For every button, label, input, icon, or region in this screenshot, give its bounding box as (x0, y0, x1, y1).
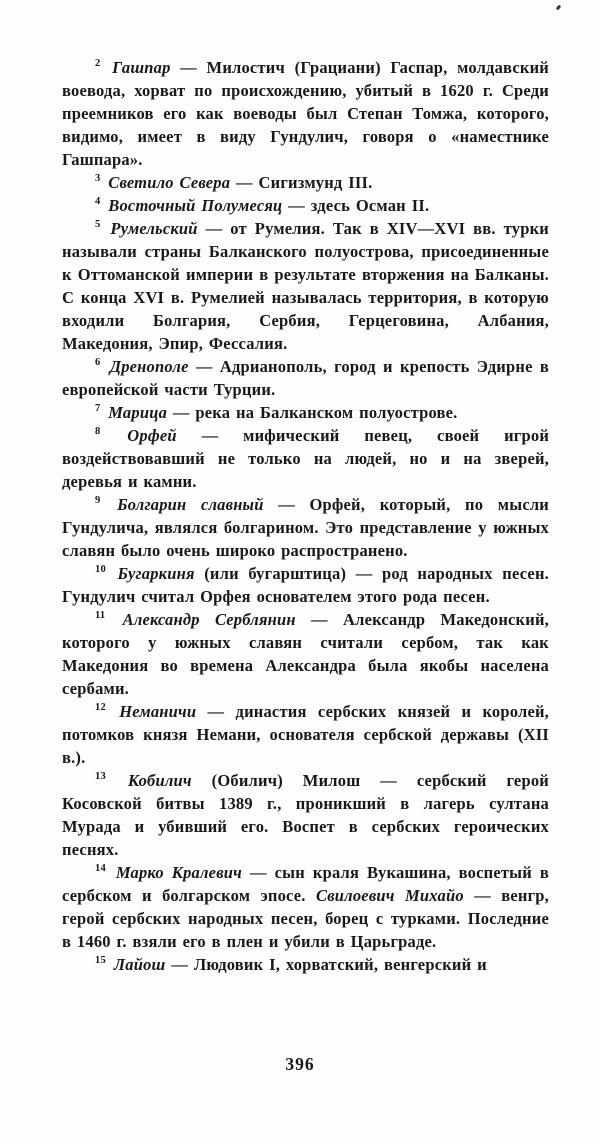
scan-artifact-speck (556, 5, 562, 11)
note-number: 6 (95, 356, 101, 368)
note-item (62, 861, 549, 953)
note-text: — река на Балканском полуострове. (172, 403, 458, 422)
note-text: — Людовик I, хорватский, венгерский и (171, 955, 487, 974)
note-term: Румельский (110, 219, 198, 238)
note-item (62, 401, 549, 424)
note-text: — мифический певец, своей игрой воздействовавший не только на людей, но и на зверей, деревья и камни. (62, 426, 550, 491)
note-number: 2 (95, 57, 101, 69)
note-text: — Сигизмунд III. (235, 173, 373, 192)
note-text: — венгр, герой сербских народных песен, борец с турками. Последние в 1460 г. взяли его в плен и убили в Царьграде. (62, 886, 550, 951)
note-text: (или бугарштица) — род народных песен. Гундулич считал Орфея основателем этого рода песен. (62, 564, 549, 606)
note-term: Восточный Полумесяц (108, 196, 283, 215)
note-number: 11 (95, 609, 106, 621)
note-item (62, 562, 549, 608)
note-item (62, 953, 549, 976)
note-text: — Милостич (Грациани) Гаспар, молдавский воевода, хорват по происхождению, убитый в 1620 г. Среди преемников его как воеводы был Степан Томжа, которого, видимо, имеет в виду Гундулич, говоря о «наместнике Гашпара». (62, 58, 550, 169)
note-text: — Орфей, который, по мысли Гундулича, являлся болгарином. Это представление у южных славян было очень широко распространено. (62, 495, 550, 560)
note-number: 13 (95, 770, 106, 782)
note-number: 10 (95, 563, 106, 575)
note-text: — от Румелия. Так в XIV—XVI вв. турки называли страны Балканского полуострова, присоединенные к Оттоманской империи в результате вторжения на Балканы. С конца XVI в. Румелией называлась территория, в которую входили Болгария, Сербия, Герцеговина, Албания, Македония, Эпир, Фессалия. (62, 219, 550, 353)
note-item (62, 194, 549, 217)
note-item (62, 700, 549, 769)
note-term: Марица (108, 403, 168, 422)
note-text: (Обилич) Милош — сербский герой Косовской битвы 1389 г., проникший в лагерь султана Мурада и убивший его. Воспет в сербских героических песнях. (62, 771, 549, 859)
note-term: Бугаркиня (117, 564, 195, 583)
note-term: Кобилич (127, 771, 192, 790)
notes-list (62, 56, 549, 976)
note-number: 14 (95, 862, 106, 874)
note-term: Марко Кралевич (115, 863, 243, 882)
note-item (62, 217, 549, 355)
note-text: — династия сербских князей и королей, потомков князя Немани, основателя сербской державы (XII в.). (62, 702, 550, 767)
note-term: Свилоевич Михайо (316, 886, 464, 905)
note-text: — здесь Осман II. (288, 196, 430, 215)
note-term: Лайош (113, 955, 166, 974)
note-term: Александр Серблянин (122, 610, 296, 629)
note-term: Болгарин славный (117, 495, 264, 514)
note-text: — Александр Македонский, которого у южных славян считали сербом, так как Македония во времена Александра была якобы населена сербами. (62, 610, 549, 698)
note-term: Гашпар (112, 58, 171, 77)
note-number: 12 (95, 701, 106, 713)
page-number: 396 (285, 1054, 315, 1074)
note-term: Неманичи (119, 702, 197, 721)
note-item (62, 493, 549, 562)
note-item (62, 424, 549, 493)
note-item (62, 171, 549, 194)
note-number: 4 (95, 195, 101, 207)
note-number: 15 (95, 954, 106, 966)
note-term: Светило Севера (108, 173, 231, 192)
note-term: Орфей (127, 426, 177, 445)
note-item (62, 355, 549, 401)
note-item (62, 608, 549, 700)
note-term: Дренополе (109, 357, 189, 376)
note-number: 5 (95, 218, 101, 230)
note-number: 8 (95, 425, 101, 437)
note-number: 3 (95, 172, 101, 184)
note-number: 7 (95, 402, 101, 414)
note-item (62, 56, 549, 171)
note-text: — Адрианополь, город и крепость Эдирне в европейской части Турции. (62, 357, 550, 399)
note-number: 9 (95, 494, 101, 506)
note-text: — сын краля Вукашина, воспетый в сербском и болгарском эпосе. (62, 863, 550, 905)
note-item (62, 769, 549, 861)
